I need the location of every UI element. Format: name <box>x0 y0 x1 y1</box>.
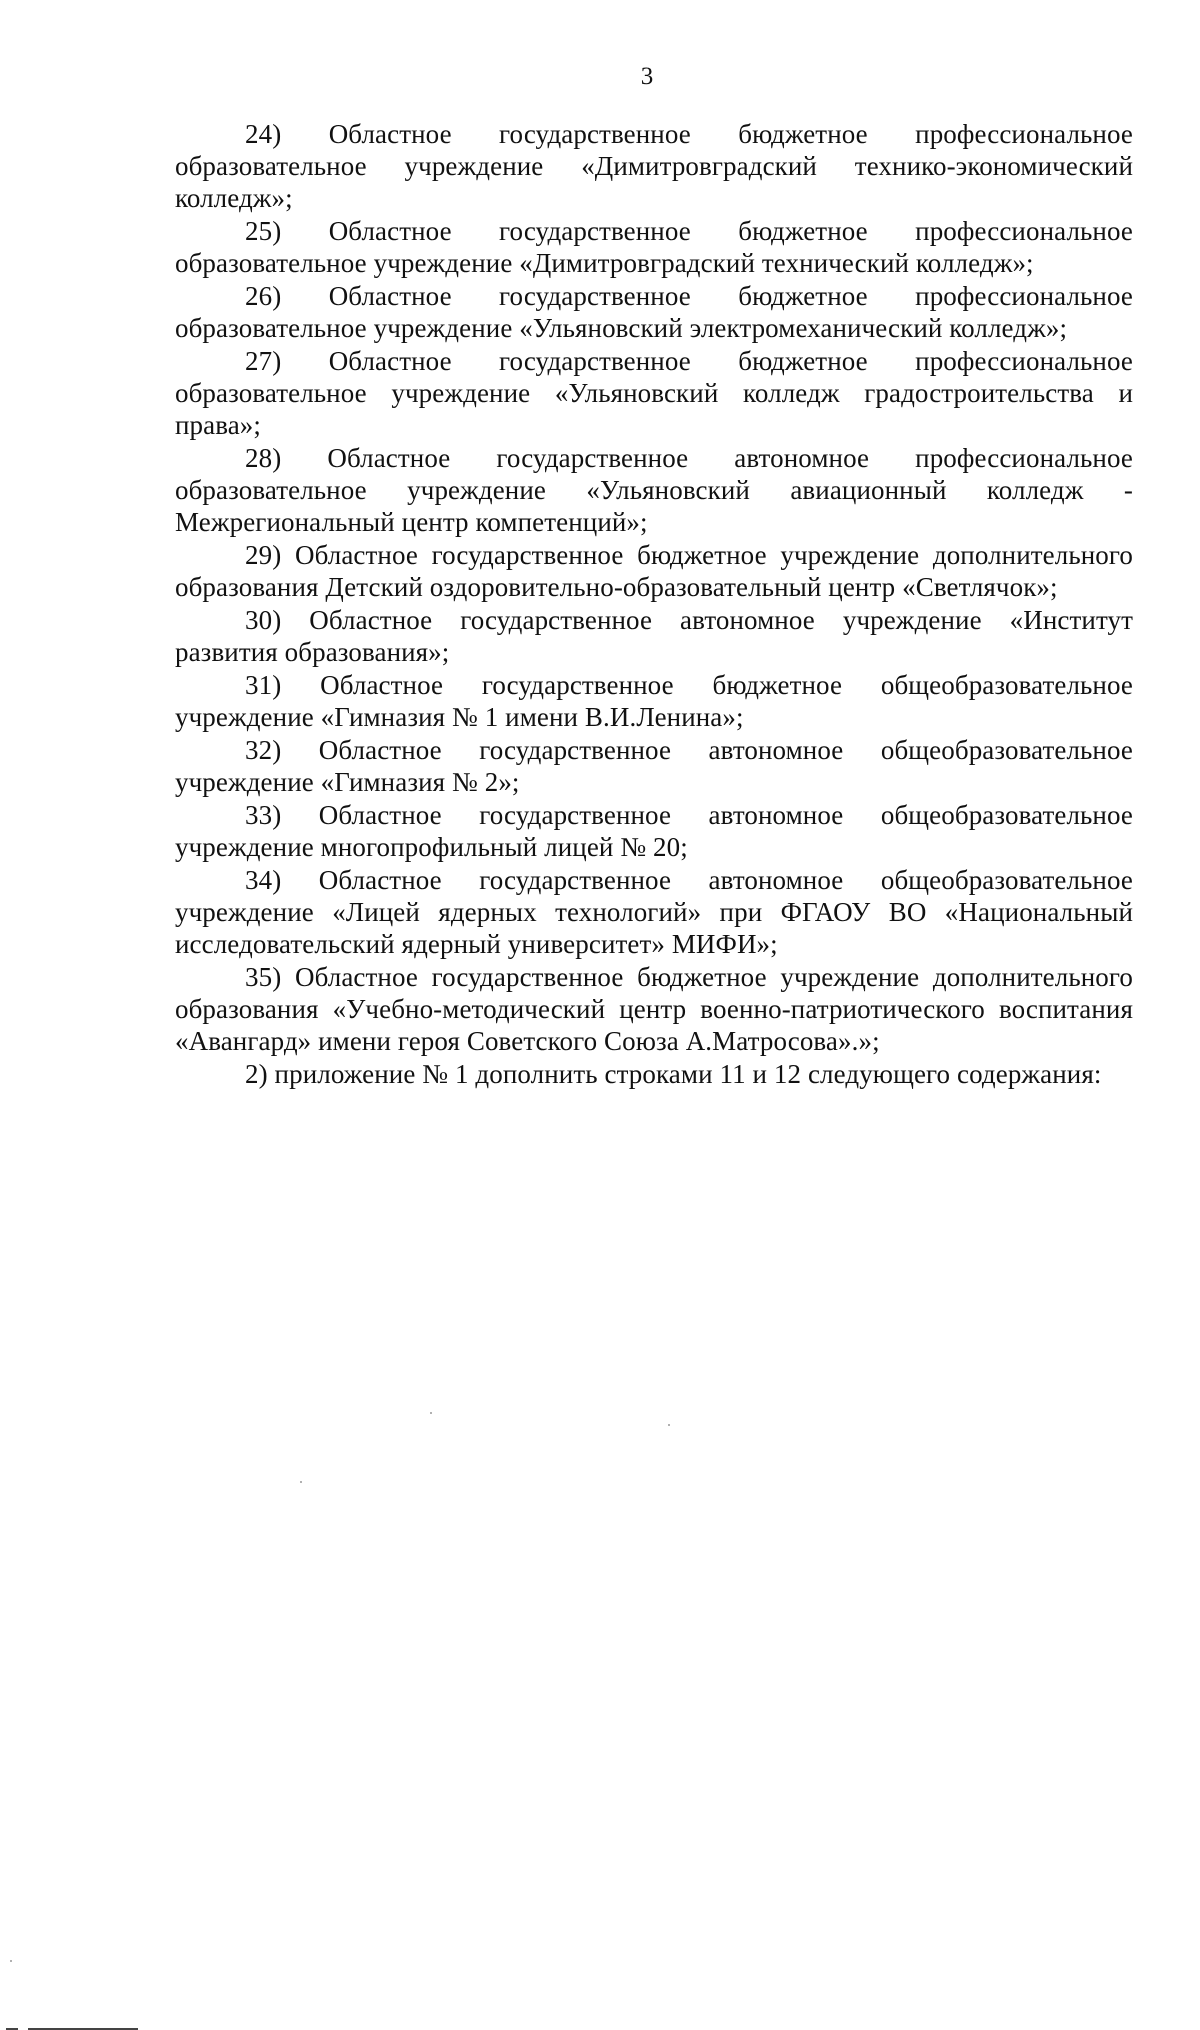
list-item-31: 31) Областное государственное бюджетное общеобразовательное учреждение «Гимназия № 1 имени В.И.Ленина»; <box>175 670 1133 732</box>
list-item-26: 26) Областное государственное бюджетное профессиональное образовательное учреждение «Ульяновский электромеханический колледж»; <box>175 281 1133 343</box>
scan-speck <box>10 1960 12 1962</box>
scan-speck <box>300 1481 302 1483</box>
list-item-30: 30) Областное государственное автономное учреждение «Институт развития образования»; <box>175 605 1133 667</box>
document-body <box>175 118 1133 1091</box>
list-item-28: 28) Областное государственное автономное профессиональное образовательное учреждение «Ульяновский авиационный колледж - Межрегиональный центр компетенций»; <box>175 443 1133 537</box>
list-item-35: 35) Областное государственное бюджетное учреждение дополнительного образования «Учебно-методический центр военно-патриотического воспитания «Авангард» имени героя Советского Союза А.Матросова».»; <box>175 962 1133 1056</box>
list-item-25: 25) Областное государственное бюджетное профессиональное образовательное учреждение «Димитровградский технический колледж»; <box>175 216 1133 278</box>
scan-speck <box>430 1412 432 1414</box>
list-item-29: 29) Областное государственное бюджетное учреждение дополнительного образования Детский оздоровительно-образовательный центр «Светлячок»; <box>175 540 1133 602</box>
list-item-27: 27) Областное государственное бюджетное профессиональное образовательное учреждение «Ульяновский колледж градостроительства и права»; <box>175 346 1133 440</box>
list-item-32: 32) Областное государственное автономное общеобразовательное учреждение «Гимназия № 2»; <box>175 735 1133 797</box>
page-number: 3 <box>640 63 654 90</box>
list-item-24: 24) Областное государственное бюджетное профессиональное образовательное учреждение «Димитровградский технико-экономический колледж»; <box>175 119 1133 213</box>
list-item-33: 33) Областное государственное автономное общеобразовательное учреждение многопрофильный лицей № 20; <box>175 800 1133 862</box>
scan-speck <box>668 1424 670 1426</box>
list-item-34: 34) Областное государственное автономное общеобразовательное учреждение «Лицей ядерных технологий» при ФГАОУ ВО «Национальный исследовательский ядерный университет» МИФИ»; <box>175 865 1133 959</box>
amendment-item-2: 2) приложение № 1 дополнить строками 11 и 12 следующего содержания: <box>245 1059 1102 1089</box>
